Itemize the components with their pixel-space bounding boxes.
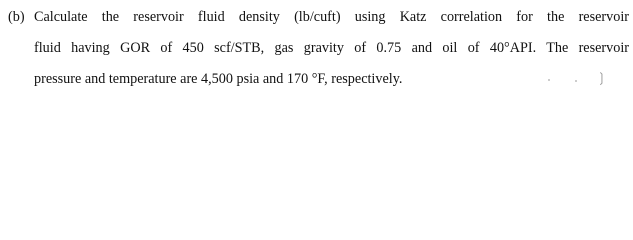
scan-speck (575, 80, 577, 82)
question-text-line-2: fluid having GOR of 450 scf/STB, gas gravity of 0.75 and oil of 40°API. The reservoir (34, 40, 629, 56)
scan-speck (548, 79, 550, 81)
scan-mark-icon: ❳ (596, 71, 607, 86)
question-text-line-3: pressure and temperature are 4,500 psia and 170 °F, respectively. (34, 71, 403, 87)
question-label: (b) (8, 9, 25, 25)
question-block (0, 0, 633, 112)
question-text-line-1: Calculate the reservoir fluid density (lb/cuft) using Katz correlation for the reservoir (34, 9, 629, 25)
